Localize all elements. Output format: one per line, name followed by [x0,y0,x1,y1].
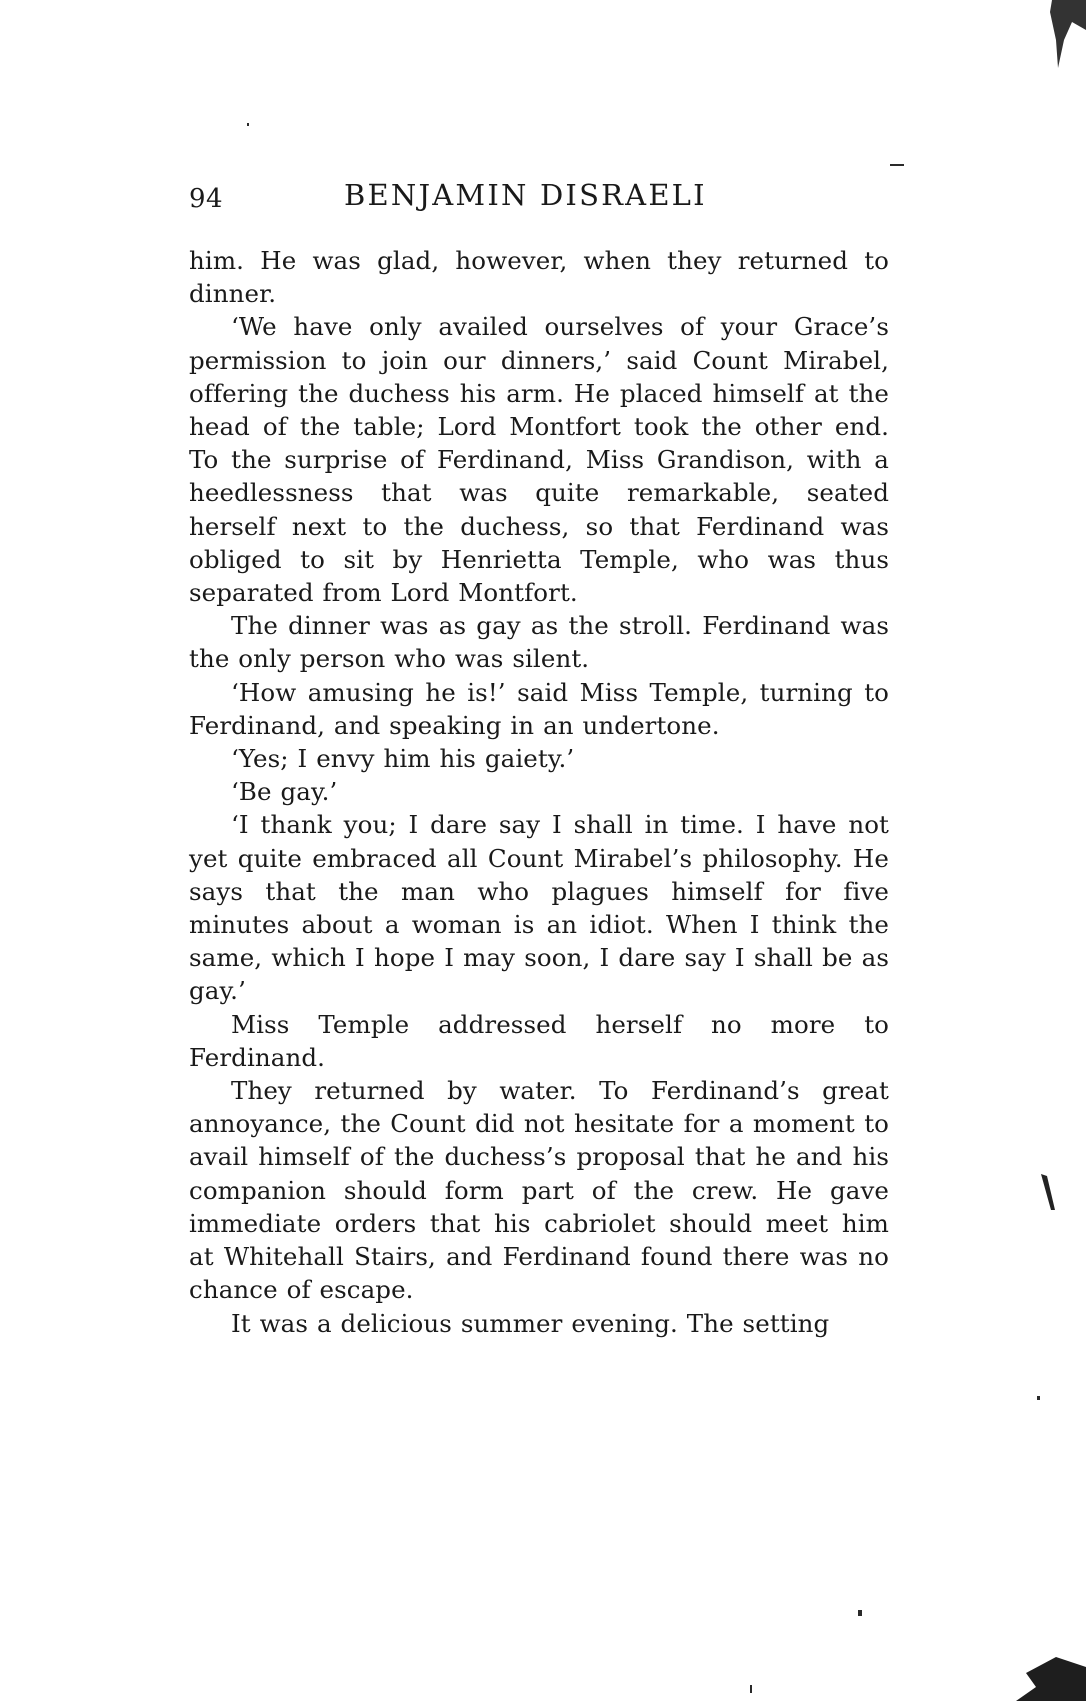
scan-ink-mark [1039,1172,1057,1212]
page-number: 94 [189,184,224,214]
paragraph: Miss Temple addressed herself no more to Ferdinand. [189,1009,889,1072]
paragraph: ‘Yes; I envy him his gaiety.’ [231,744,575,774]
scan-speck [750,1685,752,1693]
page-header [189,178,889,218]
paragraph: ‘I thank you; I dare say I shall in time. I have not yet quite embraced all Count Mirabel’s philosophy. He says that the man who plagues himself for five minutes about a woman is an idiot. When I think the same, which I hope I may soon, I dare say I shall be as gay.’ [189,810,889,1006]
paragraph: him. He was glad, however, when they returned to dinner. [189,246,889,309]
scan-speck [890,164,904,166]
paragraph: It was a delicious summer evening. The setting [231,1308,830,1338]
scan-speck [247,123,249,126]
body-text [189,244,889,1340]
running-title: BENJAMIN DISRAELI [344,178,707,212]
paragraph: They returned by water. To Ferdinand’s great annoyance, the Count did not hesitate for a moment to avail himself of the duchess’s proposal that he and his companion should form part of the crew. He gave immediate orders that his cabriolet should meet him at Whitehall Stairs, and Ferdinand found there was no chance of escape. [189,1076,889,1305]
paragraph: The dinner was as gay as the stroll. Ferdinand was the only person who was silent. [189,611,889,674]
paragraph: ‘How amusing he is!’ said Miss Temple, turning to Ferdinand, and speaking in an undertone. [189,677,889,740]
paragraph: ‘Be gay.’ [231,777,338,807]
scan-speck [858,1610,862,1616]
paragraph: ‘We have only availed ourselves of your Grace’s permission to join our dinners,’ said Count Mirabel, offering the duchess his arm. He placed himself at the head of the table; Lord Montfort took the other end. To the surprise of Ferdinand, Miss Grandison, with a heedlessness that was quite remarkable, seated herself next to the duchess, so that Ferdinand was obliged to sit by Henrietta Temple, who was thus separated from Lord Montfort. [189,312,889,608]
scan-speck [1037,1396,1040,1400]
scan-edge-shadow-top [1042,0,1086,70]
scan-edge-shadow-bottom [1006,1637,1086,1701]
